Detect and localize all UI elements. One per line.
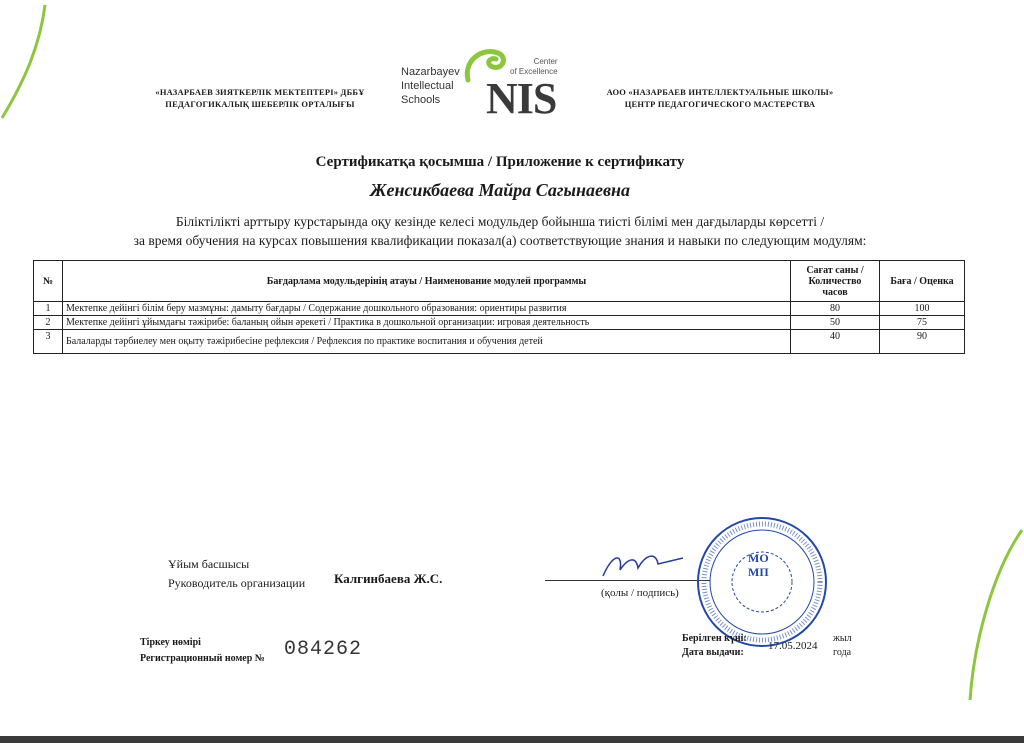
logo-text: [401, 65, 460, 107]
logo-coe-line2: of Excellence: [510, 67, 558, 76]
intro-line-ru: за время обучения на курсах повышения квалификации показал(а) соответствующие знания и навыки по следующим модулям:: [133, 233, 867, 248]
row-hours: 80: [791, 302, 880, 316]
year-labels: [833, 632, 852, 660]
row-num: 1: [34, 302, 63, 316]
signature-label-kz: Ұйым басшысы: [168, 557, 250, 571]
org-name-ru-line1: АОО «НАЗАРБАЕВ ИНТЕЛЛЕКТУАЛЬНЫЕ ШКОЛЫ»: [606, 87, 834, 97]
decorative-swirl-left: [0, 0, 60, 120]
table-header-row: [34, 261, 965, 302]
logo-brand: NIS: [486, 74, 557, 123]
year-label-ru: года: [833, 647, 852, 658]
row-grade: 75: [880, 316, 965, 330]
header-module-name: Бағдарлама модульдерінің атауы / Наименование модулей программы: [63, 261, 791, 302]
modules-table: [33, 260, 965, 354]
registration-labels: [140, 635, 265, 667]
row-module-name: Мектепке дейінгі білім беру мазмұны: дамыту бағдары / Содержание дошкольного образования: ориентиры развития: [63, 302, 791, 316]
header-grade: Баға / Оценка: [880, 261, 965, 302]
registration-label-kz: Тіркеу нөмірі: [140, 637, 201, 648]
issue-label-kz: Берілген күні:: [682, 633, 747, 644]
row-grade: 90: [880, 330, 965, 354]
signature-line: [545, 580, 710, 581]
document-title: Сертификатқа қосымша / Приложение к сертификату: [315, 154, 685, 170]
header-num: №: [34, 261, 63, 302]
header-hours-line1: Сағат саны /: [806, 264, 864, 276]
issue-label-ru: Дата выдачи:: [682, 647, 744, 658]
org-name-ru: [590, 86, 850, 110]
registration-label-ru: Регистрационный номер №: [140, 653, 265, 664]
nis-logo: [398, 45, 578, 125]
stamp-line1: МО: [748, 551, 769, 565]
row-hours: 40: [791, 330, 880, 354]
org-name-ru-line2: ЦЕНТР ПЕДАГОГИЧЕСКОГО МАСТЕРСТВА: [624, 99, 816, 109]
row-module-name: Балаларды тәрбиелеу мен оқыту тәжірибесіне рефлексия / Рефлексия по практике воспитания и обучения детей: [63, 330, 791, 354]
decorative-swirl-right: [964, 0, 1024, 743]
stamp-mp-text: [748, 551, 769, 579]
signature-caption: (қолы / подпись): [601, 587, 679, 599]
logo-line3: Schools: [401, 94, 441, 106]
row-hours: 50: [791, 316, 880, 330]
registration-number: 084262: [284, 638, 363, 661]
logo-line2: Intellectual: [401, 80, 454, 92]
row-grade: 100: [880, 302, 965, 316]
stamp-line2: МП: [748, 565, 769, 579]
org-name-kz: [140, 86, 380, 110]
header-hours-line3: часов: [822, 286, 848, 298]
header-hours-line2: Количество: [808, 275, 862, 287]
org-name-kz-line2: ПЕДАГОГИКАЛЫҚ ШЕБЕРЛІК ОРТАЛЫҒЫ: [165, 99, 355, 109]
row-num: 2: [34, 316, 63, 330]
intro-line-kz: Біліктілікті арттыру курстарында оқу кезінде келесі модульдер бойынша тиісті білімі мен дағдыларды көрсетті /: [175, 214, 825, 229]
table-row: [34, 302, 965, 316]
issue-date: 17.05.2024: [768, 640, 818, 652]
recipient-name: Женсикбаева Майра Сагынаевна: [369, 180, 631, 200]
table-row: [34, 330, 965, 354]
row-num: 3: [34, 330, 63, 354]
table-row: [34, 316, 965, 330]
issue-date-labels: [682, 632, 747, 660]
signature-label-ru: Руководитель организации: [168, 576, 306, 590]
director-name: Калгинбаева Ж.С.: [334, 571, 443, 586]
header-hours: [791, 261, 880, 302]
handwritten-signature-icon: [598, 548, 688, 582]
bottom-edge: [0, 736, 1024, 743]
row-module-name: Мектепке дейінгі ұйымдағы тәжірибе: баланың ойын әрекеті / Практика в дошкольной организации: игровая деятельность: [63, 316, 791, 330]
logo-coe-line1: Center: [533, 57, 558, 66]
year-label-kz: жыл: [833, 633, 852, 644]
logo-line1: Nazarbayev: [401, 66, 460, 78]
org-name-kz-line1: «НАЗАРБАЕВ ЗИЯТКЕРЛІК МЕКТЕПТЕРІ» ДББҰ: [155, 87, 365, 97]
intro-text: [0, 212, 1000, 250]
official-stamp-icon: [695, 515, 830, 650]
signature-labels: [168, 555, 305, 593]
